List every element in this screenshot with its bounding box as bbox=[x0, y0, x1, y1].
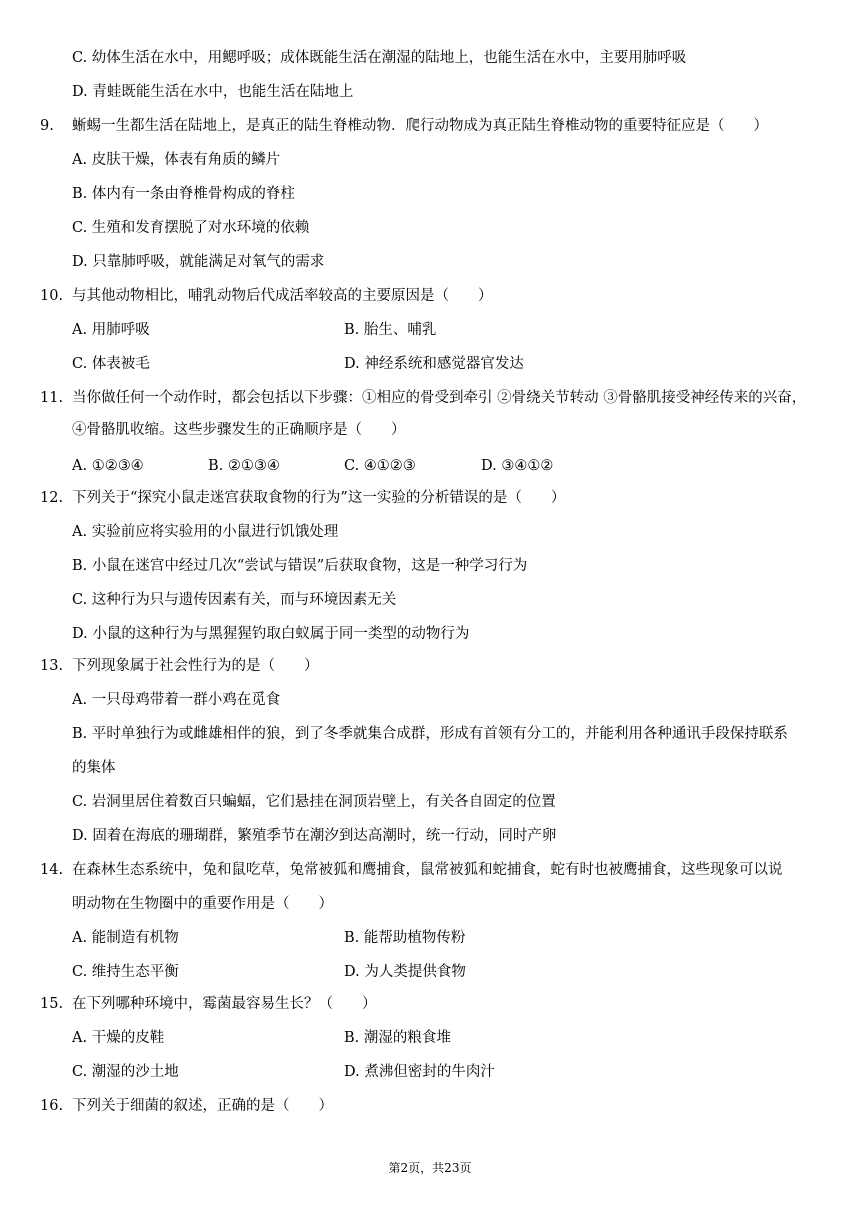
question-number: 11. bbox=[40, 390, 64, 406]
q14-option-a: A. 能制造有机物 bbox=[72, 930, 179, 946]
question-number: 9. bbox=[40, 118, 54, 134]
question-text: 与其他动物相比，哺乳动物后代成活率较高的主要原因是（ ） bbox=[72, 288, 493, 304]
q10-option-b: B. 胎生、哺乳 bbox=[344, 322, 437, 338]
q15-option-a: A. 干燥的皮鞋 bbox=[72, 1030, 165, 1046]
q9-option-d: D. 只靠肺呼吸，就能满足对氧气的需求 bbox=[72, 254, 325, 270]
question-number: 12. bbox=[40, 490, 64, 506]
q9-option-c: C. 生殖和发育摆脱了对水环境的依赖 bbox=[72, 220, 310, 236]
q8-option-c: C. 幼体生活在水中，用鳃呼吸；成体既能生活在潮湿的陆地上，也能生活在水中，主要用肺呼吸 bbox=[72, 50, 687, 66]
question-number: 14. bbox=[40, 862, 64, 878]
question-text: 在下列哪种环境中，霉菌最容易生长？（ ） bbox=[72, 996, 377, 1012]
question-number: 16. bbox=[40, 1098, 64, 1114]
q11-option-d: D. ③④①② bbox=[481, 458, 554, 474]
q13-option-c: C. 岩洞里居住着数百只蝙蝠，它们悬挂在洞顶岩壁上，有关各自固定的位置 bbox=[72, 794, 556, 810]
q10-option-a: A. 用肺呼吸 bbox=[72, 322, 150, 338]
q10-option-d: D. 神经系统和感觉器官发达 bbox=[344, 356, 524, 372]
q14-option-b: B. 能帮助植物传粉 bbox=[344, 930, 466, 946]
q8-option-d: D. 青蛙既能生活在水中，也能生活在陆地上 bbox=[72, 84, 354, 100]
question-number: 15. bbox=[40, 996, 64, 1012]
question-text: 当你做任何一个动作时，都会包括以下步骤：①相应的骨受到牵引 ②骨绕关节转动 ③骨骼肌接受神经传来的兴奋， bbox=[72, 390, 807, 406]
question-text: 下列现象属于社会性行为的是（ ） bbox=[72, 658, 319, 674]
question-text: 下列关于“探究小鼠走迷宫获取食物的行为”这一实验的分析错误的是（ ） bbox=[72, 490, 566, 506]
q9-option-b: B. 体内有一条由脊椎骨构成的脊柱 bbox=[72, 186, 295, 202]
q13-option-b: B. 平时单独行为或雌雄相伴的狼，到了冬季就集合成群，形成有首领有分工的，并能利用各种通讯手段保持联系 bbox=[72, 726, 788, 742]
q11-option-b: B. ②①③④ bbox=[208, 458, 280, 474]
q13-option-d: D. 固着在海底的珊瑚群，繁殖季节在潮汐到达高潮时，统一行动，同时产卵 bbox=[72, 828, 557, 844]
q9-option-a: A. 皮肤干燥，体表有角质的鳞片 bbox=[72, 152, 281, 168]
q14-option-d: D. 为人类提供食物 bbox=[344, 964, 466, 980]
q11-option-a: A. ①②③④ bbox=[72, 458, 144, 474]
q12-option-a: A. 实验前应将实验用的小鼠进行饥饿处理 bbox=[72, 524, 339, 540]
question-text: 蜥蜴一生都生活在陆地上，是真正的陆生脊椎动物．爬行动物成为真正陆生脊椎动物的重要特征应是（ ） bbox=[72, 118, 768, 134]
q12-option-d: D. 小鼠的这种行为与黑猩猩钓取白蚁属于同一类型的动物行为 bbox=[72, 626, 470, 642]
q13-option-a: A. 一只母鸡带着一群小鸡在觅食 bbox=[72, 692, 281, 708]
q12-option-c: C. 这种行为只与遗传因素有关，而与环境因素无关 bbox=[72, 592, 397, 608]
q15-option-c: C. 潮湿的沙土地 bbox=[72, 1064, 179, 1080]
q13-option-b-continued: 的集体 bbox=[72, 760, 116, 776]
question-text: 在森林生态系统中，兔和鼠吃草，兔常被狐和鹰捕食，鼠常被狐和蛇捕食，蛇有时也被鹰捕食，这些现象可以说 bbox=[72, 862, 783, 878]
question-14-continued: 明动物在生物圈中的重要作用是（ ） bbox=[72, 896, 333, 912]
q10-option-c: C. 体表被毛 bbox=[72, 356, 150, 372]
question-number: 13. bbox=[40, 658, 64, 674]
page-footer: 第2页，共23页 bbox=[388, 1161, 472, 1175]
question-text: 下列关于细菌的叙述，正确的是（ ） bbox=[72, 1098, 333, 1114]
q12-option-b: B. 小鼠在迷宫中经过几次“尝试与错误”后获取食物，这是一种学习行为 bbox=[72, 558, 528, 574]
question-number: 10. bbox=[40, 288, 64, 304]
q15-option-d: D. 煮沸但密封的牛肉汁 bbox=[344, 1064, 495, 1080]
q15-option-b: B. 潮湿的粮食堆 bbox=[344, 1030, 451, 1046]
q14-option-c: C. 维持生态平衡 bbox=[72, 964, 179, 980]
question-11-continued: ④骨骼肌收缩。这些步骤发生的正确顺序是（ ） bbox=[72, 422, 406, 438]
q11-option-c: C. ④①②③ bbox=[344, 458, 416, 474]
